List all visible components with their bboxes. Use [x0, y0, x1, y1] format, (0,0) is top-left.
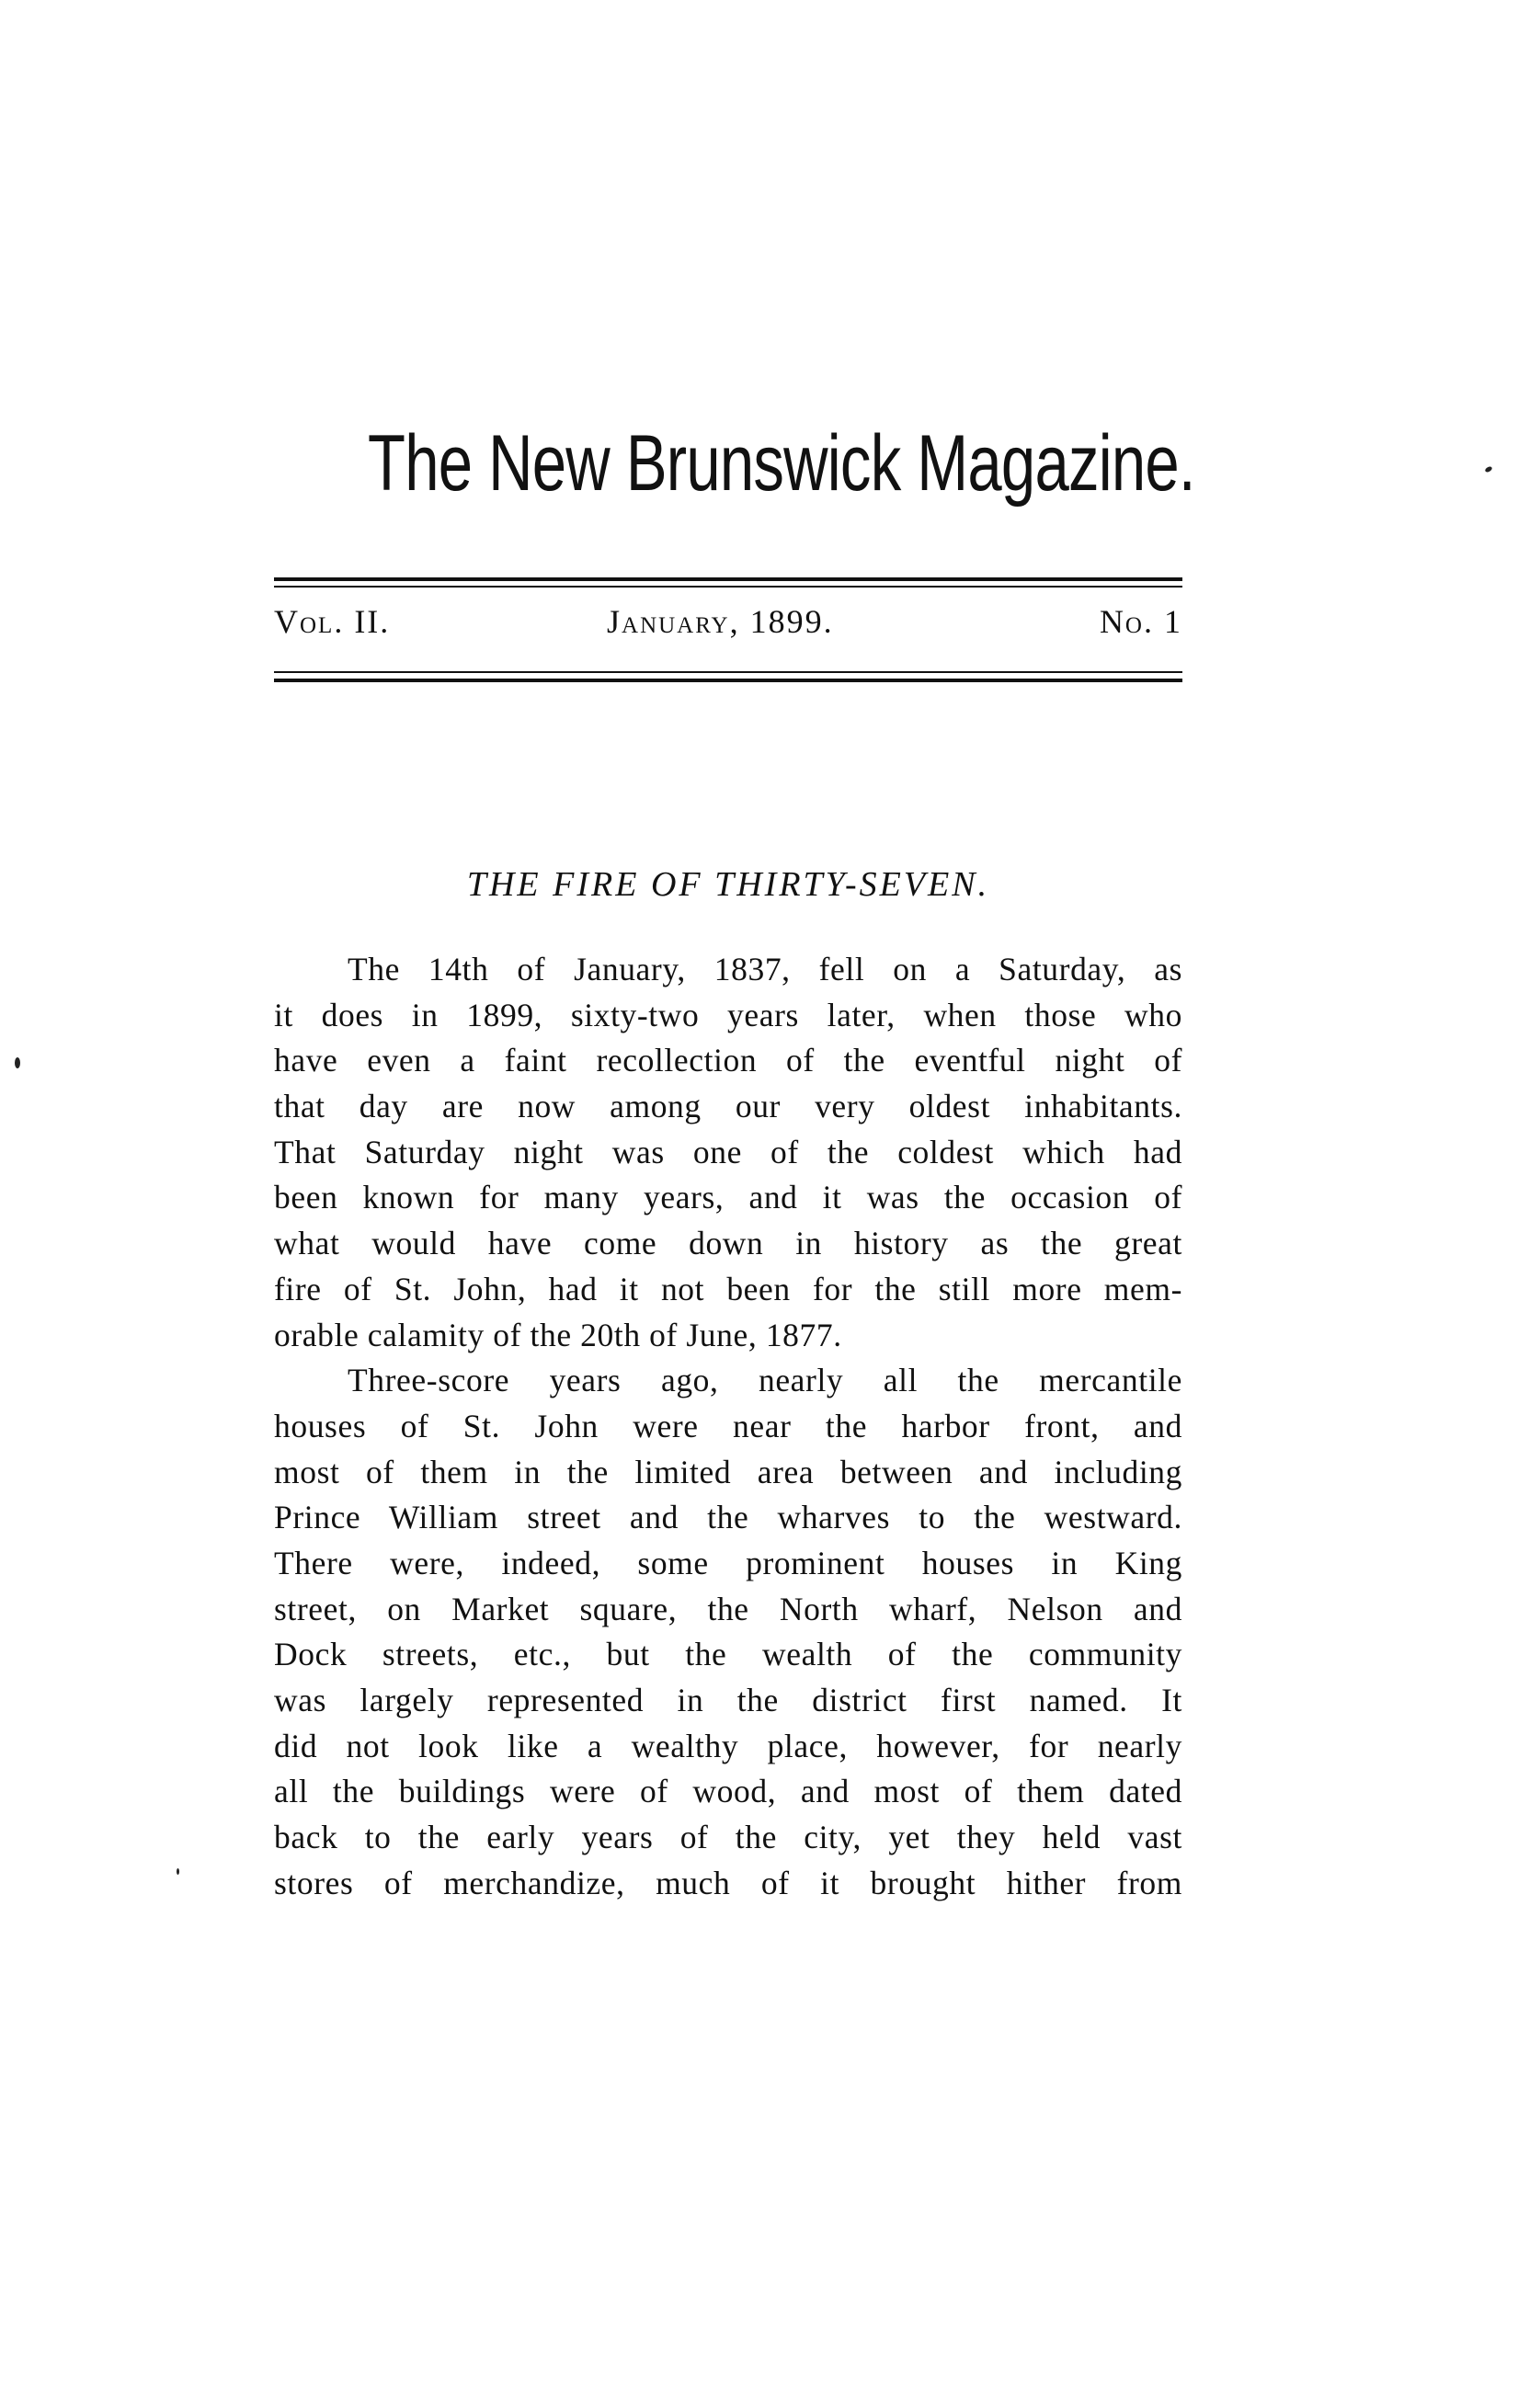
article-line: it does in 1899, sixty-two years later, when those who: [274, 996, 1182, 1033]
article-line: fire of St. John, had it not been for the still more mem-: [274, 1270, 1182, 1307]
article-line: street, on Market square, the North wharf, Nelson and: [274, 1590, 1182, 1627]
article-line: all the buildings were of wood, and most of them dated: [274, 1773, 1182, 1810]
issue-info-line: [274, 602, 1182, 657]
article-line: stores of merchandize, much of it brought hither from: [274, 1864, 1182, 1901]
masthead-rule-top-thick: [274, 577, 1182, 581]
masthead-rule-bottom-thick: [274, 679, 1182, 682]
scan-speck: [1484, 465, 1492, 473]
article-title: THE FIRE OF THIRTY-SEVEN.: [466, 865, 990, 904]
scan-speck: [15, 1057, 20, 1068]
magazine-masthead: The New Brunswick Magazine.: [368, 419, 1195, 508]
article-line: was largely represented in the district first named. It: [274, 1682, 1182, 1718]
article-body: [274, 947, 1182, 1906]
article-line: houses of St. John were near the harbor front, and: [274, 1407, 1182, 1444]
issue-date: January, 1899.: [607, 603, 834, 640]
article-line: what would have come down in history as the great: [274, 1225, 1182, 1262]
article-line: have even a faint recollection of the eventful night of: [274, 1042, 1182, 1079]
masthead-rule-top-thin: [274, 586, 1182, 588]
article-line: orable calamity of the 20th of June, 1877.: [274, 1316, 842, 1353]
article-line: been known for many years, and it was the occasion of: [274, 1179, 1182, 1216]
volume-label: Vol. II.: [274, 603, 391, 640]
masthead-rule-bottom-thin: [274, 671, 1182, 673]
article-line: Three-score years ago, nearly all the mercantile: [348, 1362, 1182, 1399]
article-line: most of them in the limited area between and including: [274, 1453, 1182, 1490]
article-line: That Saturday night was one of the coldest which had: [274, 1133, 1182, 1170]
article-line: did not look like a wealthy place, however, for nearly: [274, 1727, 1182, 1764]
issue-number: No. 1: [1099, 603, 1182, 640]
article-line: There were, indeed, some prominent houses in King: [274, 1544, 1182, 1581]
article-line: Prince William street and the wharves to the westward.: [274, 1499, 1182, 1536]
article-line: that day are now among our very oldest inhabitants.: [274, 1088, 1182, 1125]
scan-speck: [177, 1868, 179, 1875]
article-line: Dock streets, etc., but the wealth of the community: [274, 1636, 1182, 1673]
article-line: The 14th of January, 1837, fell on a Saturday, as: [348, 951, 1182, 987]
article-line: back to the early years of the city, yet they held vast: [274, 1819, 1182, 1856]
